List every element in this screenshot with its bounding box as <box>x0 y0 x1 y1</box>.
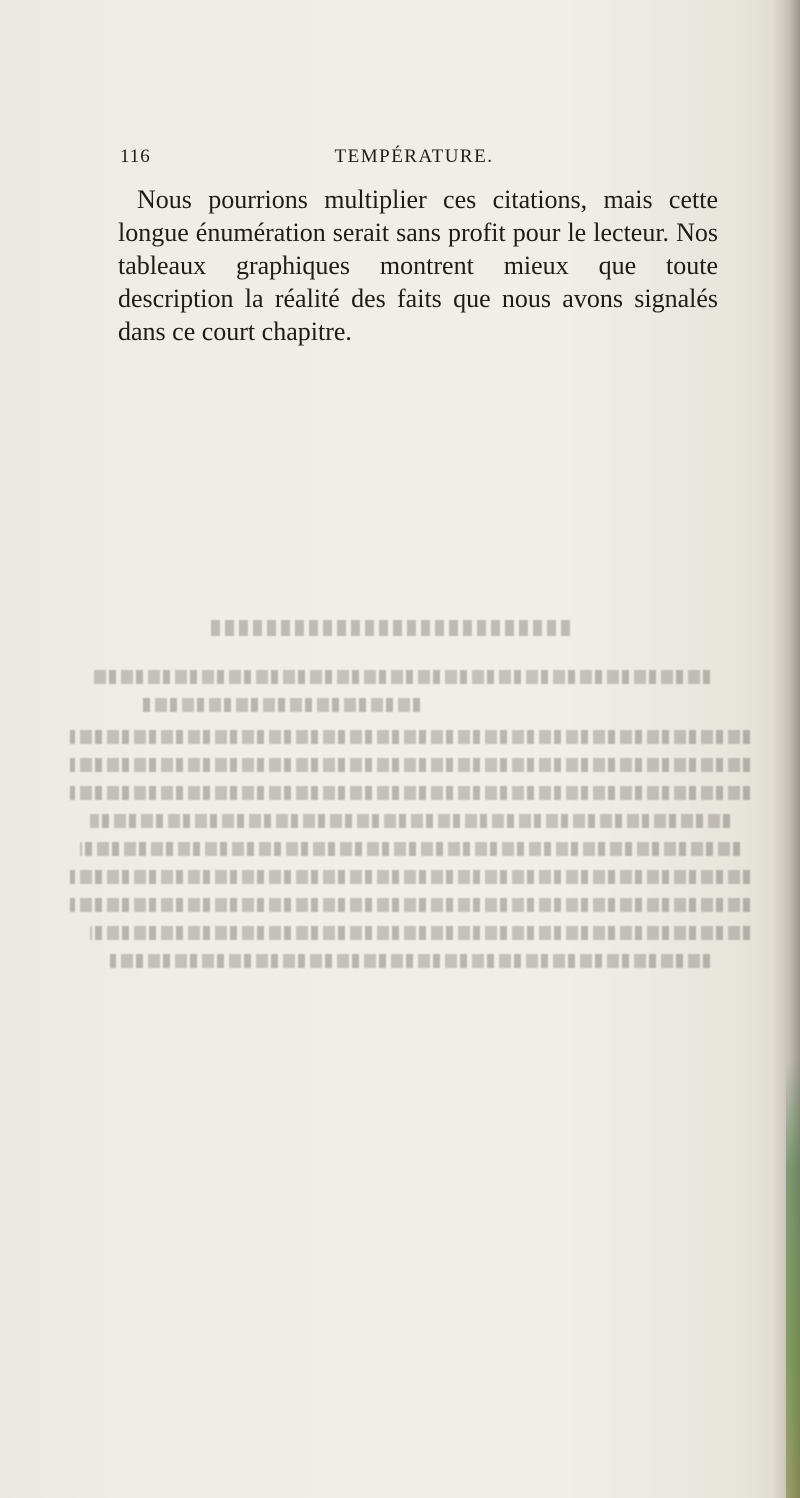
bleed-through-line <box>70 898 750 912</box>
bleed-through-line <box>90 670 710 684</box>
bleed-through-line <box>70 870 750 884</box>
page-edge-stain <box>786 1060 800 1498</box>
bleed-through-line <box>70 758 750 772</box>
body-paragraph: Nous pourrions multiplier ces citations, mais cette longue énumération serait sans profit pour le lecteur. Nos tableaux graphiques montrent mieux que toute description la réalité des faits que nous avons signalés dans ce court chapitre. <box>118 185 718 346</box>
bleed-through-line <box>140 698 420 712</box>
bleed-through-line <box>70 730 750 744</box>
bleed-through-line <box>90 926 750 940</box>
bleed-through-line <box>80 842 740 856</box>
bleed-through-line <box>90 814 730 828</box>
page-number: 116 <box>120 146 151 167</box>
bleed-through-line <box>110 954 710 968</box>
bleed-through-subheading <box>210 620 570 636</box>
page-header <box>120 146 740 172</box>
running-head: TEMPÉRATURE. <box>334 146 494 167</box>
bleed-through-text <box>60 580 750 980</box>
bleed-through-line <box>70 786 750 800</box>
